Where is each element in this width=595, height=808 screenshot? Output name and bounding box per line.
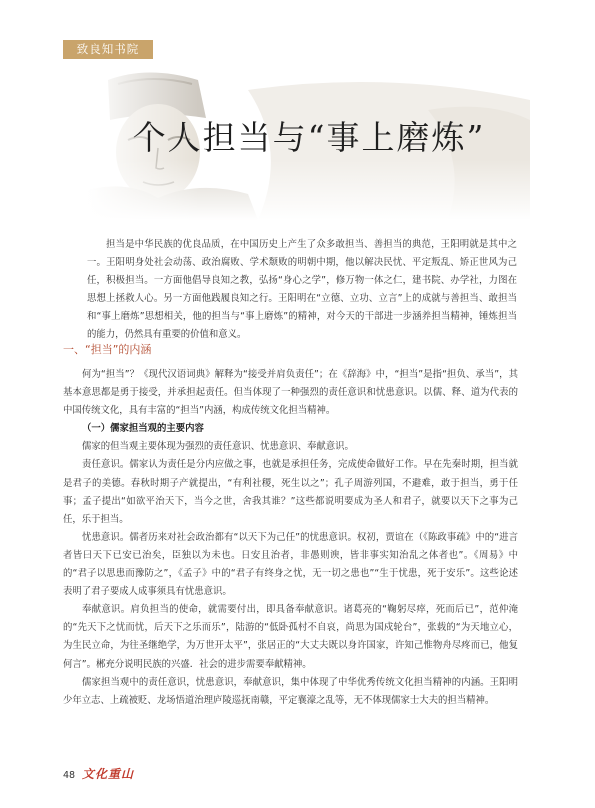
section-heading: 一、“担当”的内涵	[63, 343, 152, 356]
article-body	[63, 366, 518, 710]
body-paragraph: 责任意识。儒家认为责任是分内应做之事，也就是承担任务，完成使命做好工作。早在先秦时期，担当就是君子的美德。春秋时期子产就提出，“有利社稷，死生以之”；孔子周游列国，不避难，敢于担当，勇于任事；孟子提出“如欲平治天下，当今之世，舍我其谁？”这些都说明要成为圣人和君子，就要以天下之事为己任，乐于担当。	[63, 459, 518, 525]
article-title: 个人担当与“事上磨炼”	[132, 118, 486, 157]
intro-paragraph: 担当是中华民族的优良品质，在中国历史上产生了众多敢担当、善担当的典范，王阳明就是其中之一。王阳明身处社会动荡、政治腐败、学术颓败的明朝中期，他以解决民忧、平定叛乱、矫正世风为己任，积极担当。一方面他倡导良知之教，弘扬“身心之学”，修万物一体之仁，建书院、办学社，力图在思想上拯救人心。另一方面他践履良知之行。王阳明在“立德、立功、立言”上的成就与善担当、敢担当和“事上磨炼”思想相关，他的担当与“事上磨炼”的精神，对今天的干部进一步涵养担当精神，锤炼担当的能力，仍然具有重要的价值和意义。	[87, 239, 517, 340]
body-paragraph: 儒家担当观中的责任意识，忧患意识，奉献意识，集中体现了中华优秀传统文化担当精神的内涵。王阳明少年立志、上疏被贬、龙场悟道治理庐陵巡抚南赣，平定襄濠之乱等，无不体现儒家士大夫的担当精神。	[63, 676, 518, 706]
body-paragraph: 儒家的但当观主要体现为强烈的责任意识、忧患意识、奉献意识。	[82, 441, 354, 453]
magazine-logo: 文化重山	[82, 767, 135, 781]
body-paragraph: 奉献意识。肩负担当的使命，就需要付出，即具备奉献意识。诸葛亮的“鞠躬尽瘁，死而后已”，范仲淹的“先天下之忧而忧，后天下之乐而乐”，陆游的“低卧孤村不自哀，尚思为国戍轮台”，张载的“为天地立心，为生民立命，为往圣继绝学，为万世开太平”，张居正的“大丈夫既以身许国家，许知己惟物舟尽疼而已，他复何言”。郴充分说明民族的兴盛．社会的进步需要奉献精神。	[63, 604, 518, 670]
body-paragraph: 忧患意识。儒者历来对社会政治都有“以天下为己任”的忧患意识。权初，贾谊在（《陈政事疏》中的“进言者皆曰天下已安已治矣，臣独以为未也。日安且治者，非愚则谀，皆非事实知治乱之体者也”。《周易》中的“君子以思患而豫防之”，《孟子》中的“君子有终身之忧，无一切之患也”“生于忧患，死于安乐”。这些论述表明了君子要成人成事须具有忧患意识。	[63, 531, 518, 598]
page-number: 48	[63, 770, 76, 781]
body-paragraph: 何为“担当”？《现代汉语词典》解释为“接受并肩负责任”；在《辞海》中，“担当”是指“担负、承当”，其基本意思都是勇于接受，并承担起责任。但当体现了一种强烈的责任意识和忧患意识。以儒、释、道为代表的中国传统文化，具有丰富的“担当”内涵，构成传统文化担当精神。	[63, 369, 518, 417]
section-badge: 致良知书院	[63, 40, 153, 59]
subheading: （一）儒家担当观的主要内容	[82, 423, 204, 435]
